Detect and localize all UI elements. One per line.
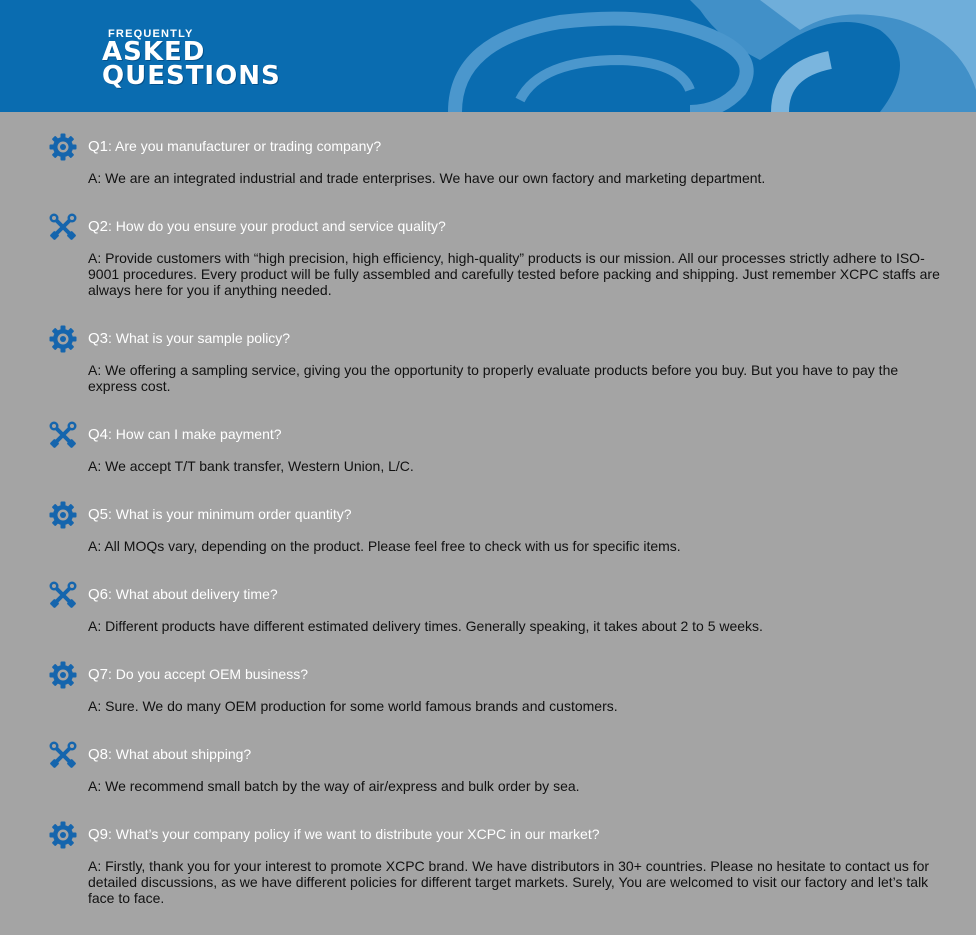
faq-banner	[0, 0, 976, 112]
question-9: Q9: What’s your company policy if we want to distribute your XCPC in our market?	[88, 826, 600, 843]
question-3: Q3: What is your sample policy?	[88, 330, 291, 347]
gear-icon	[48, 500, 78, 530]
answer-1: A: We are an integrated industrial and trade enterprises. We have our own factory and marketing department.	[88, 170, 766, 186]
answer-7: A: Sure. We do many OEM production for some world famous brands and customers.	[88, 698, 618, 714]
question-8: Q8: What about shipping?	[88, 746, 252, 763]
gear-icon	[48, 324, 78, 354]
logo-line2: QUESTIONS	[102, 61, 281, 91]
question-7: Q7: Do you accept OEM business?	[88, 666, 309, 683]
gear-icon	[48, 660, 78, 690]
answer-8: A: We recommend small batch by the way of air/express and bulk order by sea.	[88, 778, 580, 794]
answer-4: A: We accept T/T bank transfer, Western Union, L/C.	[88, 458, 414, 474]
answer-3: A: We offering a sampling service, giving you the opportunity to properly evaluate products before you buy. But you have to pay the express cost.	[88, 362, 899, 394]
answer-9: A: Firstly, thank you for your interest to promote XCPC brand. We have distributors in 30+ countries. Please no hesitate to contact us for detailed discussions, as we have different policies for different target markets. Surely, You are welcomed to visit our factory and let’s talk face to face.	[88, 858, 930, 906]
answer-2: A: Provide customers with “high precision, high efficiency, high-quality” products is our mission. All our processes strictly adhere to ISO-9001 procedures. Every product will be fully assembled and carefully tested before packing and shipping. Just remember XCPC staffs are always here for you if anything needed.	[88, 250, 940, 298]
tools-icon	[48, 740, 78, 770]
answer-6: A: Different products have different estimated delivery times. Generally speaking, it takes about 2 to 5 weeks.	[88, 618, 763, 634]
logo-small-text: FREQUENTLY	[108, 28, 194, 40]
tools-icon	[48, 580, 78, 610]
answer-5: A: All MOQs vary, depending on the product. Please feel free to check with us for specific items.	[88, 538, 681, 554]
gear-icon	[48, 820, 78, 850]
question-1: Q1: Are you manufacturer or trading company?	[88, 138, 382, 155]
question-4: Q4: How can I make payment?	[88, 426, 282, 443]
question-2: Q2: How do you ensure your product and service quality?	[88, 218, 446, 235]
logo-line1: ASKED	[102, 37, 206, 67]
tools-icon	[48, 212, 78, 242]
faq-logo	[102, 28, 281, 91]
question-6: Q6: What about delivery time?	[88, 586, 278, 603]
tools-icon	[48, 420, 78, 450]
question-5: Q5: What is your minimum order quantity?	[88, 506, 352, 523]
gear-icon	[48, 132, 78, 162]
